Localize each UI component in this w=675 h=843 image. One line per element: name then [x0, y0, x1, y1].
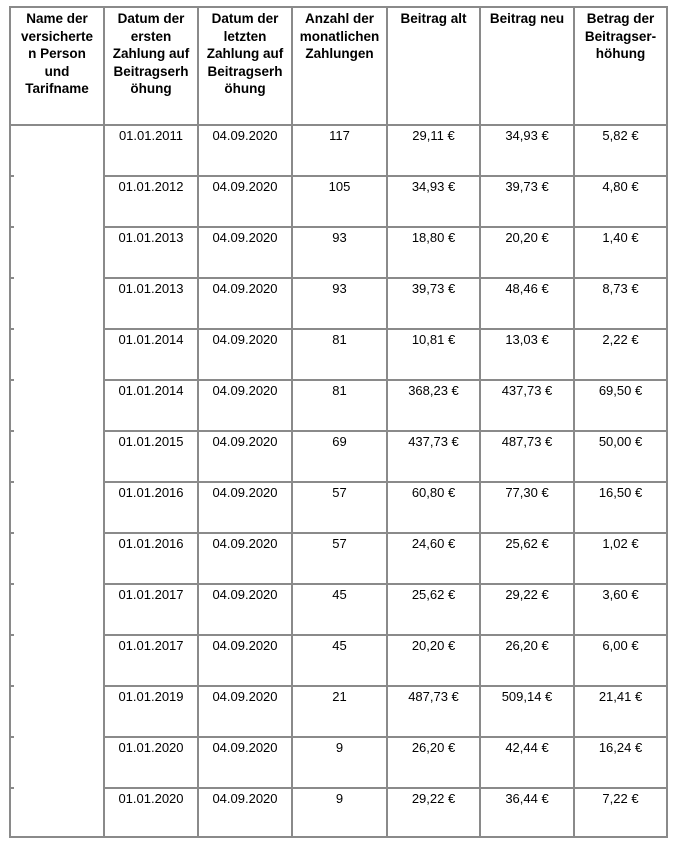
row-tick-mark	[9, 481, 14, 483]
cell-increase-amount: 16,24 €	[598, 740, 643, 755]
cell-monthly-payment-count: 9	[335, 791, 344, 806]
row-border	[103, 328, 668, 330]
cell-premium-new: 36,44 €	[505, 791, 549, 806]
cell-last-payment-date: 04.09.2020	[212, 536, 278, 551]
cell-increase-amount: 2,22 €	[602, 332, 639, 347]
row-tick-mark	[9, 532, 14, 534]
header-line: Tarifname	[25, 81, 89, 96]
cell-premium-old: 29,22 €	[411, 791, 456, 806]
cell-monthly-payment-count: 21	[332, 689, 347, 704]
header-line: Beitrag alt	[400, 11, 467, 26]
cell-monthly-payment-count: 57	[332, 485, 347, 500]
header-line: Datum der	[211, 11, 279, 26]
table-bottom-border	[9, 836, 668, 838]
premium-increase-table	[9, 6, 668, 836]
cell-last-payment-date: 04.09.2020	[212, 128, 278, 143]
cell-monthly-payment-count: 105	[328, 179, 351, 194]
cell-first-payment-date: 01.01.2016	[118, 536, 184, 551]
cell-increase-amount: 8,73 €	[602, 281, 639, 296]
cell-premium-old: 437,73 €	[408, 434, 459, 449]
cell-monthly-payment-count: 93	[332, 281, 347, 296]
cell-premium-new: 29,22 €	[505, 587, 549, 602]
header-line: öhung	[224, 81, 266, 96]
header-person-name	[11, 10, 103, 98]
header-line: und	[44, 63, 70, 79]
cell-last-payment-date: 04.09.2020	[212, 740, 278, 755]
cell-monthly-payment-count: 81	[332, 332, 347, 347]
table-top-border	[9, 6, 668, 8]
header-line: Zahlungen	[305, 46, 374, 61]
cell-monthly-payment-count: 45	[332, 587, 347, 602]
header-premium-old	[388, 10, 479, 28]
cell-premium-old: 20,20 €	[411, 638, 456, 653]
cell-premium-old: 25,62 €	[411, 587, 456, 602]
header-line: letzten	[223, 28, 267, 44]
cell-monthly-payment-count: 81	[332, 383, 347, 398]
header-line: Datum der	[117, 11, 185, 26]
row-tick-mark	[9, 787, 14, 789]
cell-last-payment-date: 04.09.2020	[212, 791, 278, 806]
row-border	[103, 787, 668, 789]
cell-first-payment-date: 01.01.2017	[118, 638, 184, 653]
cell-first-payment-date: 01.01.2020	[118, 791, 184, 806]
header-bottom-border	[9, 124, 668, 126]
cell-premium-old: 487,73 €	[408, 689, 459, 704]
cell-increase-amount: 69,50 €	[598, 383, 643, 398]
cell-premium-new: 25,62 €	[505, 536, 549, 551]
cell-premium-old: 368,23 €	[408, 383, 459, 398]
column-border	[9, 6, 11, 836]
header-line: n Person	[28, 46, 86, 61]
header-line: Beitrag neu	[489, 11, 565, 26]
cell-last-payment-date: 04.09.2020	[212, 485, 278, 500]
header-line: monatlichen	[299, 28, 380, 44]
cell-first-payment-date: 01.01.2013	[118, 281, 184, 296]
cell-last-payment-date: 04.09.2020	[212, 179, 278, 194]
header-line: höhung	[595, 46, 646, 61]
header-line: Betrag der	[586, 11, 655, 26]
cell-premium-new: 437,73 €	[501, 383, 553, 398]
cell-first-payment-date: 01.01.2016	[118, 485, 184, 500]
row-border	[103, 532, 668, 534]
column-border	[666, 6, 668, 836]
cell-monthly-payment-count: 45	[332, 638, 347, 653]
cell-premium-old: 26,20 €	[411, 740, 456, 755]
cell-monthly-payment-count: 117	[329, 128, 350, 143]
header-line: Zahlung auf	[206, 46, 284, 61]
row-tick-mark	[9, 685, 14, 687]
cell-last-payment-date: 04.09.2020	[212, 434, 278, 449]
cell-premium-new: 42,44 €	[505, 740, 549, 755]
cell-premium-new: 77,30 €	[505, 485, 549, 500]
cell-premium-new: 487,73 €	[501, 434, 553, 449]
cell-monthly-payment-count: 93	[332, 230, 347, 245]
cell-monthly-payment-count: 9	[335, 740, 344, 755]
header-line: Beitragser-	[584, 28, 657, 44]
cell-premium-old: 10,81 €	[411, 332, 456, 347]
cell-monthly-payment-count: 69	[332, 434, 347, 449]
cell-last-payment-date: 04.09.2020	[212, 281, 278, 296]
cell-premium-new: 509,14 €	[501, 689, 553, 704]
row-tick-mark	[9, 430, 14, 432]
header-line: ersten	[130, 28, 172, 44]
cell-premium-new: 34,93 €	[505, 128, 549, 143]
cell-premium-new: 39,73 €	[505, 179, 549, 194]
header-monthly-payment-count	[293, 10, 386, 63]
row-tick-mark	[9, 634, 14, 636]
cell-increase-amount: 4,80 €	[602, 179, 639, 194]
header-line: versicherte	[20, 28, 94, 44]
cell-increase-amount: 1,40 €	[602, 230, 639, 245]
cell-last-payment-date: 04.09.2020	[212, 383, 278, 398]
cell-premium-old: 39,73 €	[411, 281, 456, 296]
cell-premium-old: 29,11 €	[412, 128, 455, 143]
cell-first-payment-date: 01.01.2012	[118, 179, 184, 194]
cell-increase-amount: 50,00 €	[598, 434, 643, 449]
cell-increase-amount: 21,41 €	[598, 689, 643, 704]
cell-premium-old: 60,80 €	[411, 485, 456, 500]
row-border	[103, 277, 668, 279]
cell-first-payment-date: 01.01.2014	[118, 383, 184, 398]
header-line: Anzahl der	[304, 11, 374, 26]
header-line: Beitragserh	[207, 63, 283, 79]
header-increase-amount	[575, 10, 666, 63]
cell-monthly-payment-count: 57	[332, 536, 347, 551]
row-tick-mark	[9, 226, 14, 228]
row-border	[103, 685, 668, 687]
cell-first-payment-date: 01.01.2015	[118, 434, 184, 449]
cell-last-payment-date: 04.09.2020	[212, 638, 278, 653]
cell-first-payment-date: 01.01.2013	[118, 230, 184, 245]
cell-increase-amount: 6,00 €	[602, 638, 639, 653]
cell-increase-amount: 1,02 €	[602, 536, 639, 551]
row-border	[103, 736, 668, 738]
cell-first-payment-date: 01.01.2017	[118, 587, 184, 602]
row-border	[103, 481, 668, 483]
row-border	[103, 583, 668, 585]
cell-first-payment-date: 01.01.2014	[118, 332, 184, 347]
cell-premium-new: 48,46 €	[505, 281, 549, 296]
cell-last-payment-date: 04.09.2020	[212, 689, 278, 704]
header-line: Zahlung auf	[112, 46, 190, 61]
cell-premium-new: 13,03 €	[505, 332, 549, 347]
row-tick-mark	[9, 736, 14, 738]
cell-last-payment-date: 04.09.2020	[212, 230, 278, 245]
row-tick-mark	[9, 277, 14, 279]
row-border	[103, 226, 668, 228]
cell-last-payment-date: 04.09.2020	[212, 587, 278, 602]
cell-last-payment-date: 04.09.2020	[212, 332, 278, 347]
cell-premium-new: 26,20 €	[505, 638, 549, 653]
row-tick-mark	[9, 328, 14, 330]
row-border	[103, 379, 668, 381]
cell-increase-amount: 16,50 €	[598, 485, 643, 500]
cell-increase-amount: 7,22 €	[602, 791, 639, 806]
cell-premium-new: 20,20 €	[505, 230, 549, 245]
header-last-payment-date	[199, 10, 291, 98]
cell-premium-old: 34,93 €	[411, 179, 456, 194]
cell-premium-old: 18,80 €	[411, 230, 456, 245]
cell-premium-old: 24,60 €	[411, 536, 456, 551]
row-border	[103, 430, 668, 432]
cell-increase-amount: 3,60 €	[602, 587, 639, 602]
row-border	[103, 634, 668, 636]
header-line: Name der	[26, 11, 88, 26]
cell-first-payment-date: 01.01.2011	[118, 128, 184, 143]
row-tick-mark	[9, 583, 14, 585]
header-line: Beitragserh	[113, 63, 189, 79]
header-first-payment-date	[105, 10, 197, 98]
row-border	[103, 175, 668, 177]
header-line: öhung	[130, 81, 172, 96]
row-tick-mark	[9, 175, 14, 177]
cell-increase-amount: 5,82 €	[602, 128, 639, 143]
cell-first-payment-date: 01.01.2020	[118, 740, 184, 755]
header-premium-new	[481, 10, 573, 28]
row-tick-mark	[9, 379, 14, 381]
cell-first-payment-date: 01.01.2019	[118, 689, 184, 704]
